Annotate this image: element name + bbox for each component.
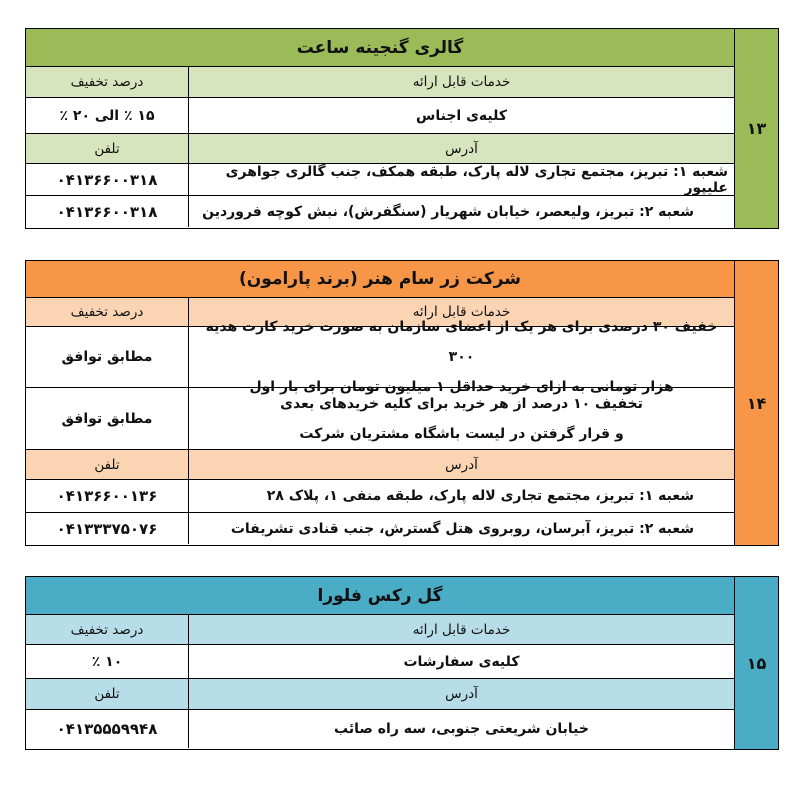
phone-cell: ۰۴۱۳۶۶۰۰۳۱۸ [56, 170, 158, 189]
services-header: خدمات قابل ارائه [188, 67, 734, 97]
discount-header: درصد تخفیف [70, 74, 144, 90]
address-header: آدرس [188, 450, 734, 479]
address-cell: خیابان شریعتی جنوبی، سه راه صائب [188, 710, 734, 748]
partner-table [26, 261, 734, 545]
discount-header: درصد تخفیف [70, 304, 144, 320]
services-header: خدمات قابل ارائه [188, 615, 734, 644]
phone-cell: ۰۴۱۳۳۳۷۵۰۷۶ [56, 519, 158, 538]
phone-cell: ۰۴۱۳۶۶۰۰۱۳۶ [56, 487, 158, 505]
address-header: آدرس [188, 679, 734, 709]
address-header-row [26, 450, 734, 480]
address-row [26, 480, 734, 513]
row-number: ۱۵ [734, 577, 778, 749]
service-cell: کلیه‌ی اجناس [188, 98, 734, 133]
service-cell: خفیف ۳۰ درصدی برای هر یک از اعضای سازمان به صورت خرید کارت هدیه ۳۰۰ هزار تومانی به ازای خرید حداقل ۱ میلیون تومان برای بار اول [188, 327, 734, 387]
partner-block-14 [25, 260, 779, 546]
partner-title: گالری گنجینه ساعت [26, 29, 734, 67]
service-cell: تخفیف ۱۰ درصد از هر خرید برای کلیه خریدهای بعدی و قرار گرفتن در لیست باشگاه مشتریان شرکت [188, 388, 734, 449]
address-header-row [26, 134, 734, 164]
service-row [26, 319, 734, 395]
address-header-row [26, 679, 734, 710]
service-row [26, 388, 734, 450]
row-number: ۱۳ [734, 29, 778, 228]
address-row [26, 164, 734, 196]
discount-cell: ۱۵ ٪ الی ۲۰ ٪ [59, 107, 155, 124]
discount-cell: مطابق توافق [61, 349, 153, 365]
address-cell: شعبه ۲: تبریز، ولیعصر، خیابان شهریار (سنگفرش)، نبش کوچه فروردین [188, 196, 734, 227]
service-row [26, 645, 734, 679]
partner-block-13 [25, 28, 779, 229]
partner-table [26, 577, 734, 749]
discount-header: درصد تخفیف [70, 621, 144, 638]
services-header: خدمات قابل ارائه [188, 298, 734, 326]
address-header: آدرس [188, 134, 734, 163]
phone-cell: ۰۴۱۳۵۵۵۹۹۴۸ [56, 720, 158, 738]
phone-header: تلفن [94, 456, 120, 473]
address-cell: شعبه ۲: تبریز، آبرسان، روبروی هتل گسترش، جنب قنادی تشریفات [188, 513, 734, 544]
phone-header: تلفن [94, 686, 120, 702]
service-row [26, 98, 734, 134]
partner-title: شرکت زر سام هنر (برند پارامون) [26, 261, 734, 298]
address-row [26, 710, 734, 748]
phone-cell: ۰۴۱۳۶۶۰۰۳۱۸ [56, 202, 158, 221]
partner-table [26, 29, 734, 228]
phone-header: تلفن [94, 140, 120, 157]
services-header-row [26, 67, 734, 98]
address-row [26, 513, 734, 544]
address-cell: شعبه ۱: تبریز، مجتمع تجاری لاله پارک، طبقه منفی ۱، پلاک ۲۸ [188, 480, 734, 512]
partner-block-15 [25, 576, 779, 750]
address-cell: شعبه ۱: تبریز، مجتمع تجاری لاله پارک، طبقه همکف، جنب گالری جواهری علیپور [188, 164, 734, 195]
partner-title: گل رکس فلورا [26, 577, 734, 615]
address-row [26, 196, 734, 227]
discount-cell: ۱۰ ٪ [91, 653, 123, 670]
row-number: ۱۴ [734, 261, 778, 545]
discount-cell: مطابق توافق [61, 410, 153, 427]
services-header-row [26, 615, 734, 645]
service-cell: کلیه‌ی سفارشات [188, 645, 734, 678]
